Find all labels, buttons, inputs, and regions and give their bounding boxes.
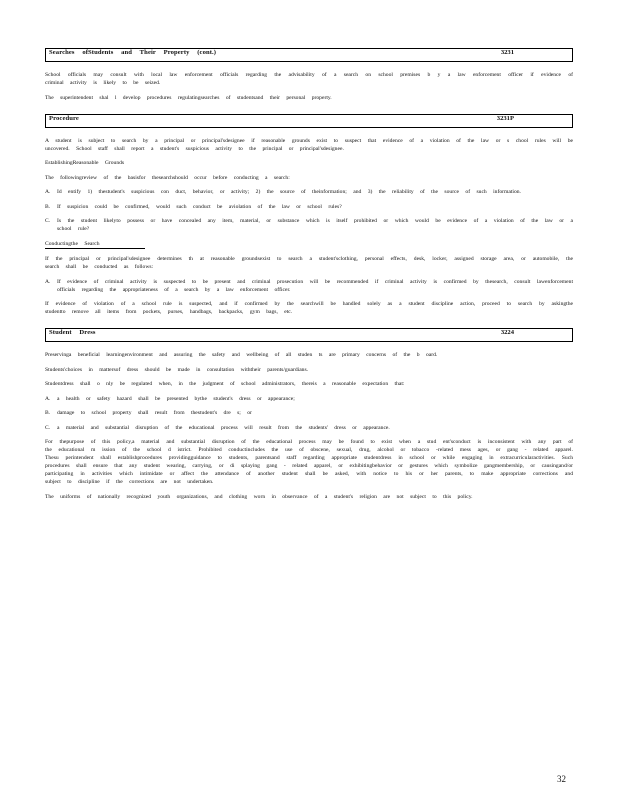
- list-text: Is the student likelyto possess or have concealed any item, material, or substance which is itself prohibited or which would be evidence of a violation of the law or a school rule?: [57, 218, 573, 232]
- list-marker: C.: [45, 424, 51, 431]
- subheading-text: Conductingthe Search: [45, 240, 145, 249]
- list-text: a material and substantial disruption of the educational process will result from the students' dress or appearance.: [57, 424, 390, 431]
- section-title: Student Dress: [49, 329, 96, 336]
- page-number: 32: [557, 774, 566, 784]
- list-item: [45, 409, 573, 417]
- list-marker: B.: [45, 410, 51, 416]
- list-text: If evidence of criminal activity is suspected to be present and criminal prosecution will be recommended if criminal activity is confirmed by thesearch, consult lawenforcement officials regarding the appropriateness of a search by a law enforcement officer.: [57, 278, 573, 293]
- section-header-procedure: [45, 114, 573, 128]
- list-item: [45, 424, 573, 432]
- list-item: [45, 203, 573, 211]
- policy-page: [45, 48, 573, 507]
- subheading: EstablishingReasonable Grounds: [45, 160, 125, 166]
- paragraph: The superintendent shal l develop procedures regulatingsearches of studentsand their personal property.: [45, 94, 332, 101]
- list-text: Id entify 1) thestudent's suspicious con duct, behavior, or activity; 2) the source of theinformation; and 3) the reliability of the source of such information.: [57, 189, 521, 195]
- subheading-underlined: [45, 240, 573, 249]
- section-header-searches: [45, 48, 573, 62]
- list-marker: A.: [45, 278, 51, 285]
- section-title: Searches ofStudents and Their Property (cont.): [49, 49, 217, 56]
- list-item: [45, 278, 573, 294]
- section-header-dress: [45, 328, 573, 342]
- list-item: [45, 395, 573, 403]
- list-item: [45, 188, 573, 196]
- paragraph: The uniforms of nationally recognized youth organizations, and clothing worn in observance of a student's religion are not subject to this policy.: [45, 493, 473, 500]
- list-item: [45, 217, 573, 233]
- paragraph: Studentdress shall o nly be regulated when, in the judgment of school administrators, thereis a reasonable expectation that:: [45, 381, 405, 387]
- list-marker: B.: [45, 203, 51, 210]
- list-text: If suspicion could be confirmed, would such conduct be aviolation of the law or school rules?: [57, 203, 342, 210]
- list-marker: A.: [45, 189, 51, 195]
- paragraph: Students'choices in mattersof dress should be made in consultation withtheir parents/guardians.: [45, 366, 309, 373]
- list-text: a health or safety hazard shall be presented bythe student's dress or appearance;: [57, 395, 295, 402]
- section-title: Procedure: [49, 114, 79, 122]
- list-text: damage to school property shall result from thestudent's dre s; or: [57, 410, 252, 416]
- section-code: 3231: [500, 49, 514, 56]
- list-marker: C.: [45, 218, 51, 224]
- list-marker: A.: [45, 395, 51, 402]
- paragraph: If the principal or principal'sdesignee determines th at reasonable groundsexist to search a student'sclothing, personal effects, desk, locker, assigned storage area, or automobile, the search shall be conducted as follows:: [45, 256, 573, 270]
- paragraph: Preservinga beneficial learningenvironment and assuring the safety and wellbeing of all studen ts are primary concerns of the b oard.: [45, 352, 438, 358]
- section-code: 3224: [500, 329, 514, 336]
- paragraph: School officials may consult with local law enforcement officials regarding the advisability of a search on school premises b y a law enforcement officer if evidence of criminal activity is likely to be seized.: [45, 72, 573, 86]
- paragraph: A student is subject to search by a principal or principal'sdesignee if reasonable grounds exist to suspect that evidence of a violation of the law or s chool rules will be uncovered. School staff shall report a student's suspicious activity to the principal or principal'sdesignee.: [45, 137, 573, 152]
- section-code: 3231P: [496, 114, 514, 122]
- paragraph: If evidence of violation of a school rule is suspected, and if confirmed by the searchwill be handled solely as a student discipline action, proceed to search by askingthe studentto remove all items from pockets, purses, handbags, backpacks, gym bags, etc.: [45, 301, 573, 315]
- paragraph: The followingreview of the basisfor thesearchshould occur before conducting a search:: [45, 174, 290, 181]
- paragraph: For thepurpose of this policy,a material and substantial disruption of the educational process may be found to exist when a stud ent'sconduct is inconsistent with any part of the educational m ission of the school d istrict. Prohibited conductincludes the use of obscene, sexual, drug, alcohol or tobacco -related mess ages, or gang - related apparel. Thesu perintendent shall establishprocedures providingguidance to students, parentsand staff regarding appropriate studentdress in school or while engaging in extracurricularactivities. Such procedures shall ensure that any student wearing, carrying, or di splaying gang - related apparel, or exhibitingbehavior or gestures which symbolize gangmembership, or causingand/or participating in activities which intimidate or affect the attendance of another student shall be asked, with notice to his or her parents, to make appropriate corrections and subject to discipline if the corrections are not undertaken.: [45, 439, 573, 485]
